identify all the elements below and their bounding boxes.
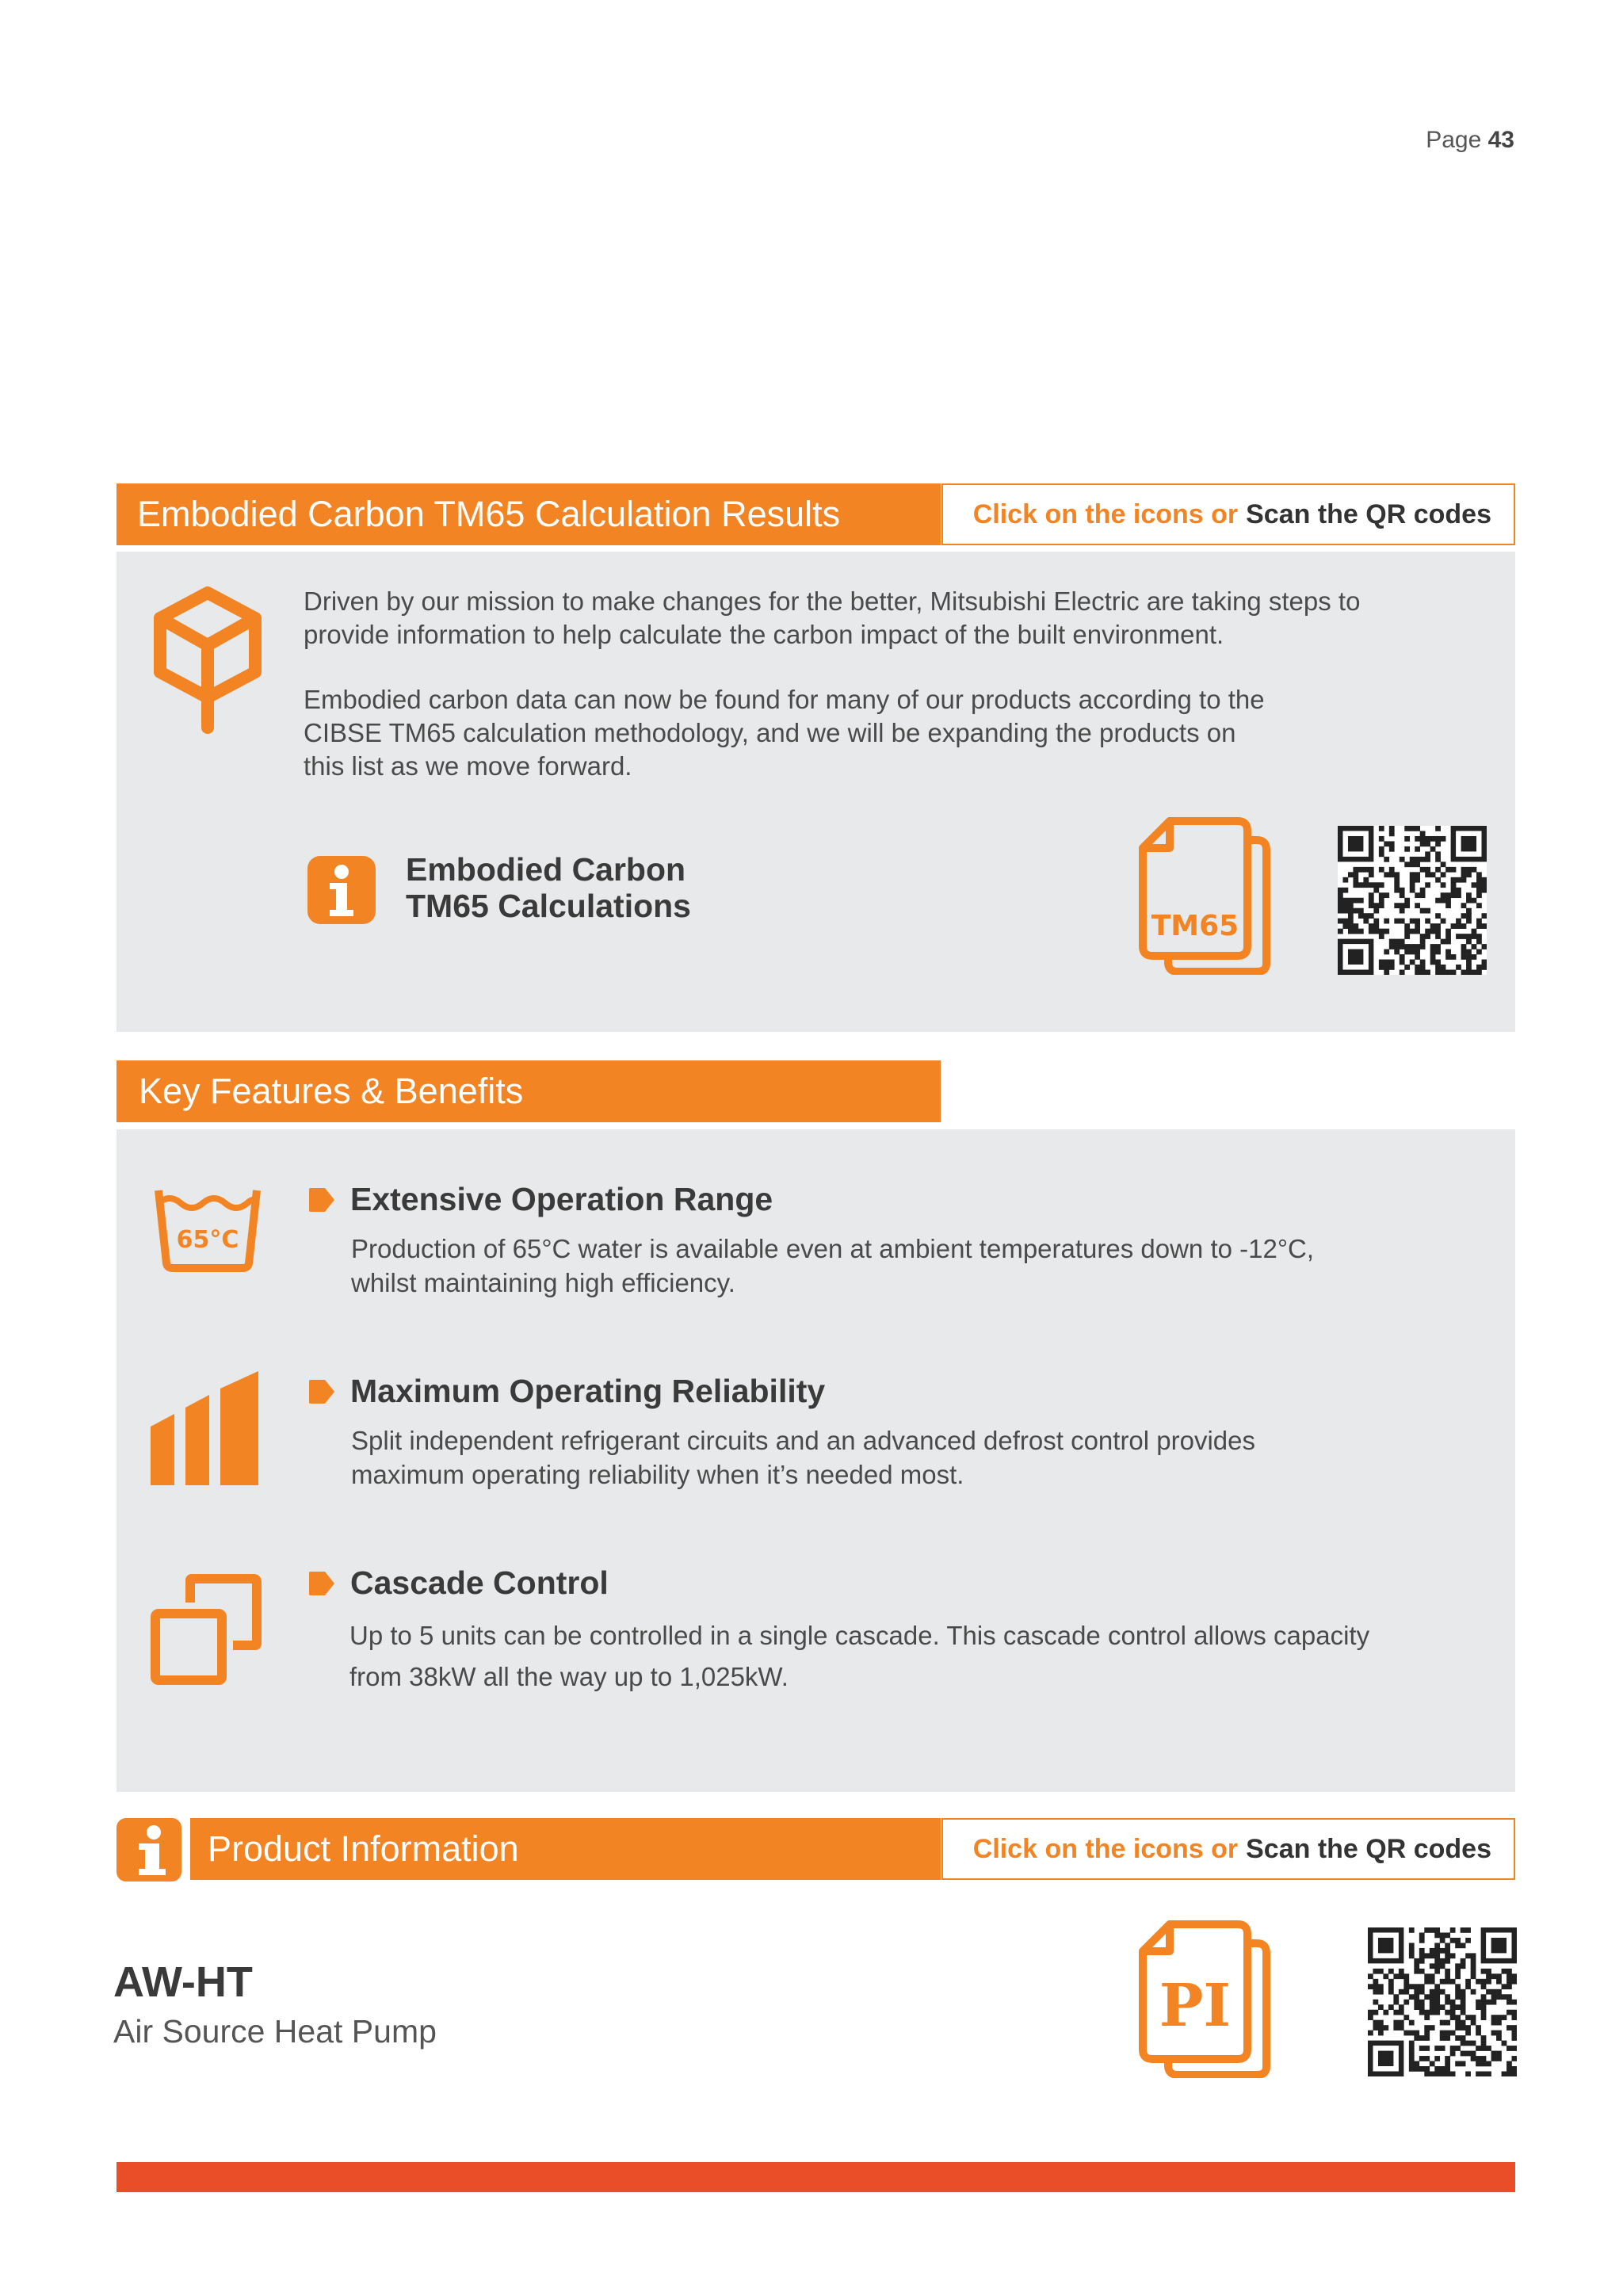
- hot-water-65c-icon: [152, 1186, 263, 1273]
- tm65-link-line: TM65 Calculations: [406, 888, 691, 924]
- pi-icon-label: PI: [1159, 1972, 1232, 2040]
- signal-bars-icon: [151, 1371, 262, 1485]
- carbon-detail-line: CIBSE TM65 calculation methodology, and we will be expanding the products on: [304, 718, 1236, 747]
- product-info-icon: [116, 1818, 181, 1881]
- feature-desc-operation-range: [351, 1232, 1314, 1300]
- arrow-tag-icon: [307, 1378, 336, 1405]
- product-section-header: [190, 1818, 941, 1880]
- carbon-header-title: Embodied Carbon TM65 Calculation Results: [137, 494, 841, 534]
- carbon-section-header: [116, 483, 941, 545]
- info-icon[interactable]: [306, 854, 377, 926]
- features-section-header: [116, 1060, 941, 1122]
- feature-desc-line: Production of 65°C water is available even at ambient temperatures down to -12°C,: [351, 1234, 1315, 1263]
- arrow-tag-icon: [307, 1186, 336, 1213]
- carbon-cta: [941, 483, 1515, 545]
- tm65-document-icon[interactable]: [1138, 816, 1273, 975]
- product-information-qr-code[interactable]: [1368, 1927, 1517, 2076]
- tm65-link-line: Embodied Carbon: [406, 851, 686, 888]
- product-subtitle: Air Source Heat Pump: [113, 2013, 437, 2050]
- feature-desc-line: Up to 5 units can be controlled in a single cascade. This cascade control allows capacity: [349, 1621, 1370, 1650]
- carbon-detail-line: Embodied carbon data can now be found for many of our products according to the: [304, 685, 1265, 714]
- feature-title-operation-range: [307, 1181, 773, 1218]
- feature-title-text: Maximum Operating Reliability: [350, 1373, 826, 1409]
- carbon-detail-paragraph: [304, 683, 1265, 783]
- feature-desc-line: maximum operating reliability when it’s needed most.: [351, 1460, 964, 1489]
- product-information-document-icon[interactable]: [1138, 1920, 1273, 2078]
- features-header-title: Key Features & Benefits: [139, 1071, 524, 1111]
- tm65-calculations-link[interactable]: [406, 851, 691, 924]
- feature-title-text: Cascade Control: [350, 1564, 609, 1601]
- product-name: AW-HT: [113, 1958, 253, 2006]
- feature-title-text: Extensive Operation Range: [350, 1181, 773, 1217]
- product-header-title: Product Information: [208, 1828, 519, 1869]
- page-number-value: 43: [1487, 127, 1514, 153]
- feature-desc-line: whilst maintaining high efficiency.: [351, 1268, 735, 1297]
- page-number: [1426, 127, 1514, 154]
- product-cta-click: Click on the icons or: [972, 1833, 1239, 1864]
- cube-icon: [151, 585, 265, 737]
- carbon-cta-scan: Scan the QR codes: [1246, 499, 1491, 529]
- page-label: Page: [1426, 127, 1482, 153]
- tm65-icon-label: TM65: [1151, 910, 1239, 942]
- feature-desc-line: Split independent refrigerant circuits and an advanced defrost control provides: [351, 1426, 1256, 1455]
- product-cta-scan: Scan the QR codes: [1246, 1833, 1491, 1864]
- carbon-cta-click: Click on the icons or: [972, 499, 1239, 529]
- arrow-tag-icon: [307, 1570, 336, 1597]
- feature-desc-cascade: [349, 1615, 1369, 1698]
- carbon-intro-line: provide information to help calculate the carbon impact of the built environment.: [304, 620, 1224, 649]
- product-cta: [941, 1818, 1515, 1880]
- feature-title-cascade: [307, 1564, 609, 1602]
- hot-water-icon-label: 65°C: [176, 1226, 239, 1254]
- feature-title-reliability: [307, 1373, 825, 1410]
- feature-desc-line: from 38kW all the way up to 1,025kW.: [349, 1662, 789, 1691]
- carbon-intro-line: Driven by our mission to make changes for the better, Mitsubishi Electric are taking steps to: [304, 586, 1361, 616]
- carbon-detail-line: this list as we move forward.: [304, 751, 632, 781]
- carbon-intro-paragraph: [304, 585, 1360, 651]
- feature-desc-reliability: [351, 1423, 1255, 1492]
- tm65-qr-code[interactable]: [1338, 826, 1487, 975]
- cascade-squares-icon: [151, 1574, 262, 1685]
- footer-color-bar: [116, 2162, 1515, 2192]
